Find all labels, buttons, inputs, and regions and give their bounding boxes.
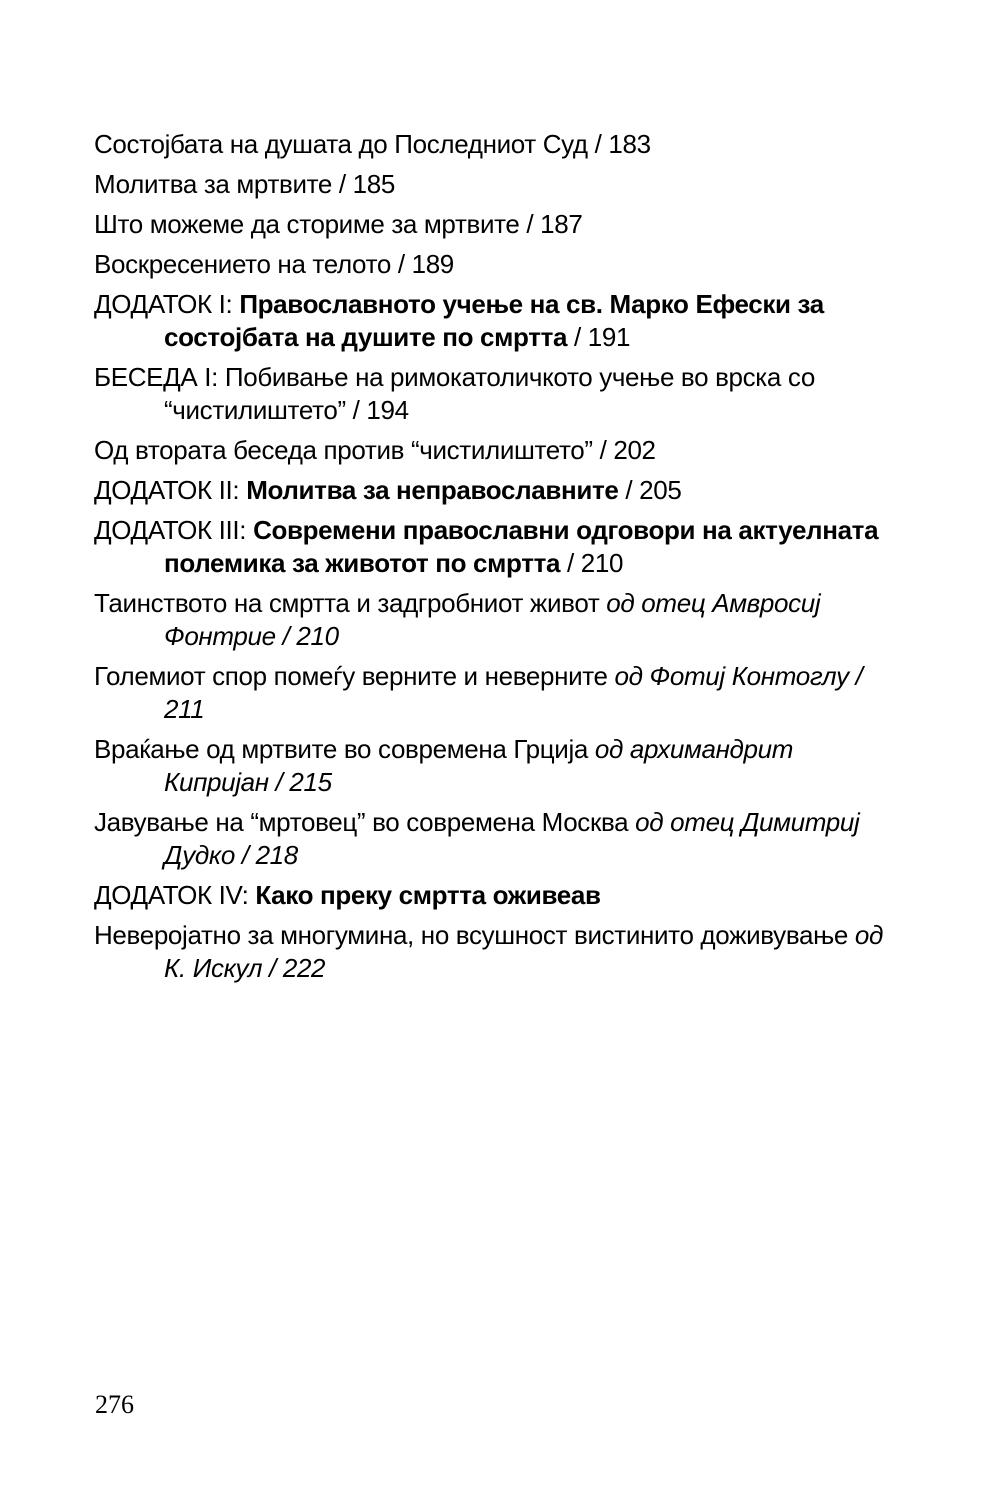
toc-entry-homily-1 (94, 361, 884, 427)
toc-entry-prayer-for-dead (94, 168, 884, 201)
entry-title: Враќање од мртвите во современа Грција (94, 734, 595, 764)
entry-page: / 191 (567, 322, 631, 352)
entry-title-bold: Како преку смртта оживеав (255, 880, 601, 910)
entry-title-bold: Молитва за неправославните (246, 475, 619, 505)
entry-title: БЕСЕДА I: Побивање на римокатоличкото учење во врска со “чистилиштето” / 194 (94, 362, 815, 425)
toc-entry-resurrection (94, 248, 884, 281)
entry-title: Таинството на смртта и задгробниот живот (94, 588, 607, 618)
toc-entry-apparition-moscow (94, 806, 884, 872)
toc-entry-state-of-soul (94, 128, 884, 161)
entry-title: Молитва за мртвите / 185 (94, 169, 395, 199)
entry-title: Воскресението на телото / 189 (94, 249, 454, 279)
toc-entry-appendix-3 (94, 514, 884, 580)
table-of-contents (94, 128, 884, 992)
entry-prefix: ДОДАТОК IV: (94, 880, 256, 910)
entry-title-bold: Православното учење на св. Марко Ефески за состојбата на душите по смртта (164, 289, 824, 352)
entry-title: Што можеме да сториме за мртвите / 187 (94, 209, 583, 239)
toc-entry-appendix-2 (94, 474, 884, 507)
toc-entry-mystery-of-death (94, 587, 884, 653)
entry-page: / 210 (560, 548, 624, 578)
entry-prefix: ДОДАТОК I: (94, 289, 240, 319)
toc-entry-great-dispute (94, 660, 884, 726)
toc-entry-return-from-dead (94, 733, 884, 799)
entry-title: Неверојатно за многумина, но всушност вистинито доживување (94, 920, 855, 950)
page-number: 276 (95, 1390, 134, 1419)
entry-author: од Фотиј Контоглу / 211 (164, 661, 863, 724)
toc-entry-what-we-can-do (94, 208, 884, 241)
entry-author: од архимандрит Кипријан / 215 (164, 734, 794, 797)
entry-title: Јавување на “мртовец” во современа Москва (94, 807, 636, 837)
entry-page: / 205 (618, 475, 682, 505)
toc-entry-unbelievable (94, 919, 884, 985)
entry-author: од отец Димитриј Дудко / 218 (164, 807, 860, 870)
entry-prefix: ДОДАТОК III: (94, 515, 254, 545)
toc-entry-appendix-4 (94, 879, 884, 912)
toc-entry-appendix-1 (94, 288, 884, 354)
entry-title-bold: Современи православни одговори на актуелната полемика за животот по смртта (164, 515, 879, 578)
entry-title: Состојбата на душата до Последниот Суд / 183 (94, 129, 651, 159)
entry-author: од отец Амвросиј Фонтрие / 210 (164, 588, 821, 651)
entry-title: Од втората беседа против “чистилиштето” / 202 (94, 435, 656, 465)
entry-title: Големиот спор помеѓу верните и неверните (94, 661, 615, 691)
toc-entry-second-homily (94, 434, 884, 467)
entry-prefix: ДОДАТОК II: (94, 475, 247, 505)
entry-author: од К. Искул / 222 (164, 920, 884, 983)
